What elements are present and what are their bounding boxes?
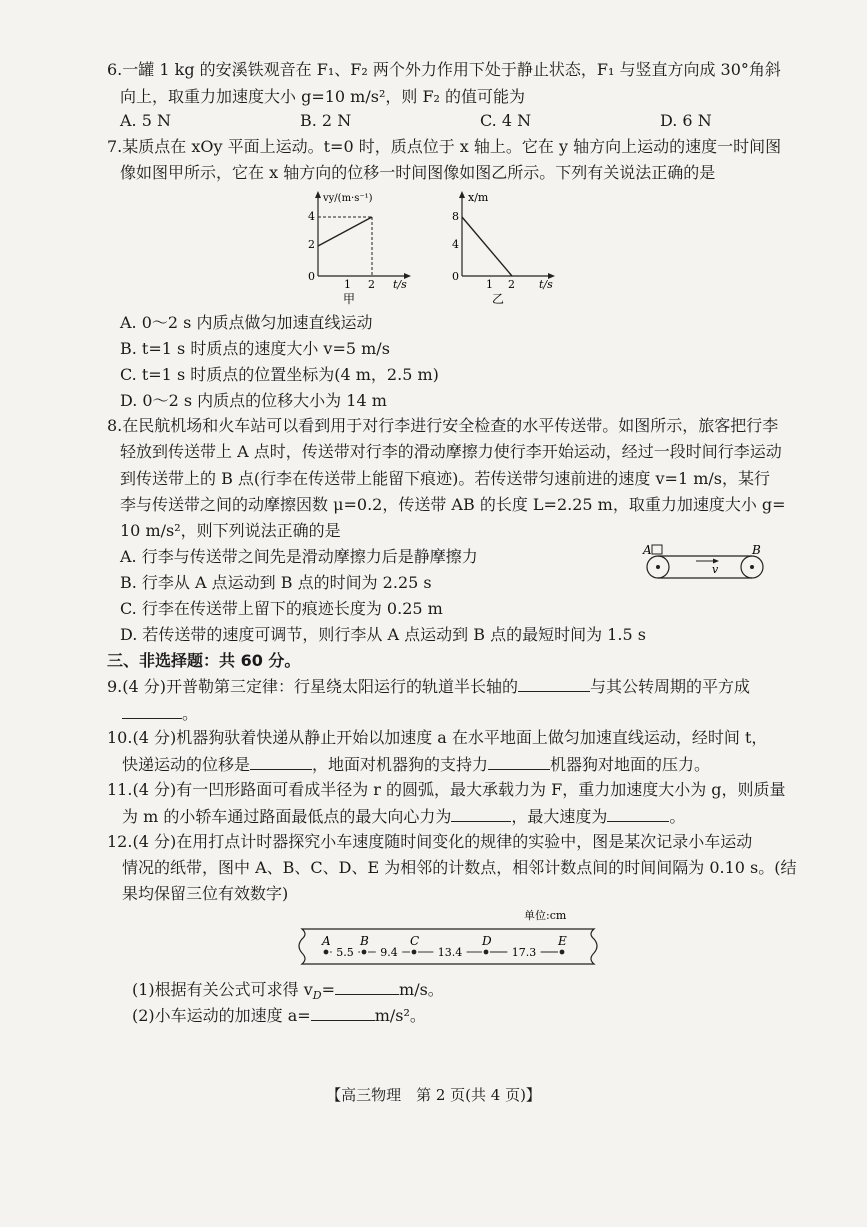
graph1-ylabel: vy/(m·s⁻¹) [323, 193, 373, 204]
q11-text-c: ，最大速度为 [511, 807, 608, 826]
graph2-ytick-0: 0 [452, 270, 459, 283]
velocity-time-graph [296, 186, 426, 306]
q8-line5: 10 m/s²，则下列说法正确的是 [120, 521, 341, 540]
y-axis-arrow [315, 191, 321, 198]
q9-text-a: 9.(4 分)开普勒第三定律：行星绕太阳运行的轨道半长轴的 [107, 677, 519, 696]
q7-line1: 7.某质点在 xOy 平面上运动。t=0 时，质点位于 x 轴上。它在 y 轴方向上运动的速度一时间图 [107, 137, 782, 156]
q9-line1 [107, 675, 750, 698]
left-roller-axle [656, 565, 660, 569]
q9-blank-2[interactable] [122, 702, 182, 719]
q8-line3: 到传送带上的 B 点(行李在传送带上能留下痕迹)。若传送带匀速前进的速度 v=1 m/s，某行 [120, 469, 770, 488]
graph1-xlabel: t/s [393, 278, 407, 291]
tape-unit: 单位:cm [524, 909, 567, 922]
q6-option-b: B. 2 N [300, 111, 352, 130]
q7-line2: 像如图甲所示，它在 x 轴方向的位移一时间图像如图乙所示。下列有关说法正确的是 [120, 163, 716, 182]
graph2-ytick-8: 8 [452, 210, 459, 223]
q12-line1: 12.(4 分)在用打点计时器探究小车速度随时间变化的规律的实验中，图是某次记录小车运动 [107, 832, 753, 851]
tape-dot-c [412, 950, 417, 955]
q11-line2 [122, 805, 685, 828]
q9-blank-1[interactable] [518, 675, 590, 692]
graph2-ylabel: x/m [468, 191, 489, 204]
q8-line4: 李与传送带之间的动摩擦因数 μ=0.2，传送带 AB 的长度 L=2.25 m，取重力加速度大小 g= [120, 495, 786, 514]
q12-sub1-text: (1)根据有关公式可求得 v [132, 980, 313, 999]
q11-line1: 11.(4 分)有一凹形路面可看成半径为 r 的圆弧，最大承载力为 F，重力加速度大小为 g，则质量 [107, 780, 786, 799]
q12-sub1-eq: = [321, 980, 336, 999]
tape-distance-label: 13.4 [437, 946, 463, 959]
q6-options [120, 111, 840, 130]
q10-line1: 10.(4 分)机器狗驮着快递从静止开始以加速度 a 在水平地面上做匀加速直线运动，经时间 t， [107, 728, 768, 747]
belt-point-a: A [643, 543, 652, 557]
tape-point-label-c: C [410, 934, 420, 948]
q12-sub1 [132, 978, 444, 1007]
q9-text-c: 。 [182, 704, 199, 723]
y-axis-arrow [459, 191, 465, 198]
q7-option-d: D. 0～2 s 内质点的位移大小为 14 m [120, 391, 387, 410]
q10-blank-2[interactable] [488, 753, 550, 770]
q10-text-b: 快递运动的位移是 [122, 755, 251, 774]
q9-line2 [122, 702, 198, 725]
tape-point-label-b: B [360, 934, 369, 948]
q7-option-a: A. 0～2 s 内质点做匀加速直线运动 [120, 313, 373, 332]
position-time-graph [448, 186, 568, 306]
tape-distance-label: 9.4 [380, 946, 398, 959]
right-roller-axle [750, 565, 754, 569]
conveyor-belt-diagram [640, 540, 770, 586]
graph2-xtick-1: 1 [486, 278, 493, 291]
q10-text-d: 机器狗对地面的压力。 [550, 755, 711, 774]
q11-text-d: 。 [669, 807, 686, 826]
q10-text-c: ，地面对机器狗的支持力 [312, 755, 489, 774]
graph1-velocity-line [318, 217, 372, 246]
q12-line2: 情况的纸带，图中 A、B、C、D、E 为相邻的计数点，相邻计数点间的时间间隔为 0.10 s。(结 [122, 858, 797, 877]
graph1-caption: 甲 [343, 292, 356, 306]
graph1-ytick-4: 4 [308, 210, 315, 223]
q12-sub2 [132, 1004, 426, 1027]
paper-tape-diagram [296, 906, 606, 974]
q12-sub1-subscript: D [312, 989, 322, 1003]
q6-line1: 6.一罐 1 kg 的安溪铁观音在 F₁、F₂ 两个外力作用下处于静止状态，F₁ 与竖直方向成 30°角斜 [107, 60, 781, 79]
q6-option-a: A. 5 N [120, 111, 171, 130]
belt-point-b: B [752, 543, 761, 557]
belt-velocity-label: v [712, 563, 719, 576]
q8-option-c: C. 行李在传送带上留下的痕迹长度为 0.25 m [120, 599, 443, 618]
tape-points [321, 934, 567, 959]
q10-blank-1[interactable] [250, 753, 312, 770]
tape-distance-label: 17.3 [511, 946, 537, 959]
q11-blank-2[interactable] [607, 805, 669, 822]
q7-option-b: B. t=1 s 时质点的速度大小 v=5 m/s [120, 339, 390, 358]
graph1-ytick-0: 0 [308, 270, 315, 283]
q11-text-b: 为 m 的小轿车通过路面最低点的最大向心力为 [122, 807, 452, 826]
q12-blank-2[interactable] [311, 1004, 375, 1021]
q8-option-b: B. 行李从 A 点运动到 B 点的时间为 2.25 s [120, 573, 432, 592]
q8-option-d: D. 若传送带的速度可调节，则行李从 A 点运动到 B 点的最短时间为 1.5 s [120, 625, 646, 644]
tape-dot-d [484, 950, 489, 955]
q12-sub1-unit: m/s。 [399, 980, 444, 999]
tape-dot-a [324, 950, 329, 955]
graph1-ytick-2: 2 [308, 238, 315, 251]
luggage-box [652, 545, 662, 554]
q8-option-a: A. 行李与传送带之间先是滑动摩擦力后是静摩擦力 [120, 547, 478, 566]
graph2-caption: 乙 [492, 292, 505, 306]
tape-point-label-e: E [558, 934, 567, 948]
q8-line1: 8.在民航机场和火车站可以看到用于对行李进行安全检查的水平传送带。如图所示，旅客把行李 [107, 416, 779, 435]
q6-option-d: D. 6 N [660, 111, 712, 130]
q6-option-c: C. 4 N [480, 111, 532, 130]
tape-dot-e [560, 950, 565, 955]
graph1-xtick-2: 2 [368, 278, 375, 291]
tape-dot-b [362, 950, 367, 955]
q10-line2 [122, 753, 710, 776]
q12-blank-1[interactable] [335, 978, 399, 995]
graph2-position-line [462, 217, 512, 276]
tape-point-label-d: D [482, 934, 492, 948]
tape-distance-label: 5.5 [336, 946, 354, 959]
q12-sub2-text: (2)小车运动的加速度 a= [132, 1006, 311, 1025]
page-footer: 【高三物理 第 2 页(共 4 页)】 [326, 1086, 541, 1104]
q12-sub2-unit: m/s²。 [374, 1006, 426, 1025]
q6-line2: 向上，取重力加速度大小 g=10 m/s²，则 F₂ 的值可能为 [120, 87, 526, 106]
graph2-ytick-4: 4 [452, 238, 459, 251]
q7-option-c: C. t=1 s 时质点的位置坐标为(4 m，2.5 m) [120, 365, 439, 384]
graph2-xlabel: t/s [539, 278, 553, 291]
q9-text-b: 与其公转周期的平方成 [590, 677, 751, 696]
tape-point-label-a: A [322, 934, 331, 948]
graph2-xtick-2: 2 [508, 278, 515, 291]
q11-blank-1[interactable] [451, 805, 511, 822]
section-title: 三、非选择题：共 60 分。 [107, 651, 301, 670]
graph1-xtick-1: 1 [344, 278, 351, 291]
q8-line2: 轻放到传送带上 A 点时，传送带对行李的滑动摩擦力使行李开始运动，经过一段时间行李运动 [120, 442, 782, 461]
q12-line3: 果均保留三位有效数字) [122, 884, 289, 903]
